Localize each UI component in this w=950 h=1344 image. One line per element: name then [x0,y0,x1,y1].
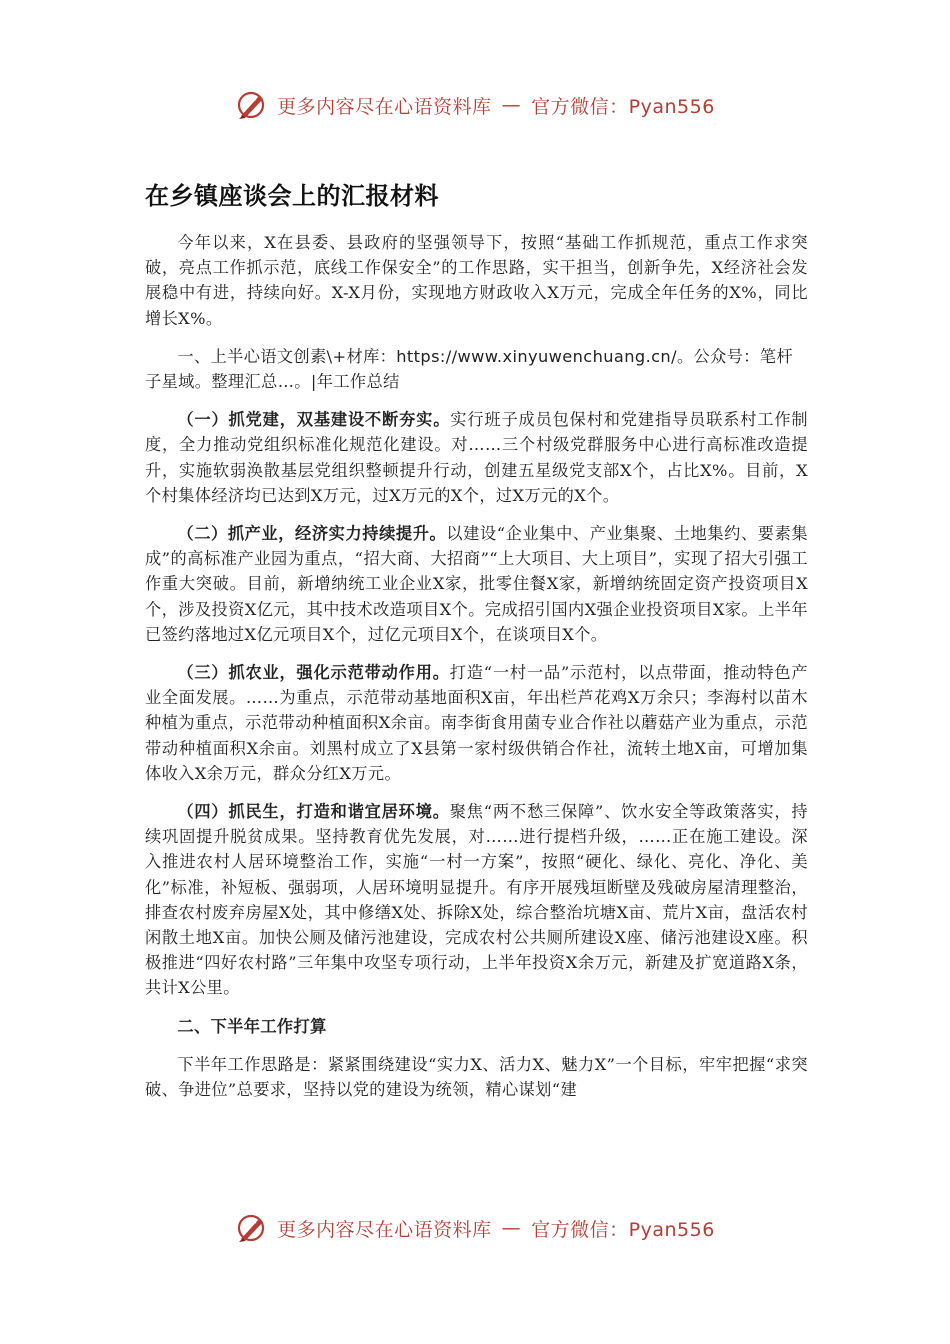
item-lead: （四）抓民生，打造和谐宜居环境。 [177,802,450,822]
item-body: 打造“一村一品”示范村，以点带面，推动特色产业全面发展。……为重点，示范带动基地面积X亩，年出栏芦花鸡X万余只；李海村以苗木种植为重点，示范带动种植面积X余亩。南李街食用菌专业合作社以蘑菇产业为重点，示范带动种植面积X余亩。刘黑村成立了X县第一家村级供销合作社，流转土地X亩，可增加集体收入X余万元，群众分红X万元。 [145,663,808,783]
item-livelihood [145,799,808,1001]
item-lead: （二）抓产业，经济实力持续提升。 [177,524,447,544]
item-body: 实行班子成员包保村和党建指导员联系村工作制度，全力推动党组织标准化规范化建设。对……三个村级党群服务中心进行高标准改造提升，实施软弱涣散基层党组织整顿提升行动，创建五星级党支部X个，占比X%。目前，X个村集体经济均已达到X万元，过X万元的X个，过X万元的X个。 [145,410,808,505]
section-2-heading: 二、下半年工作打算 [177,1016,327,1036]
section-1-prefix: 一、上半心语文创素\+材库： [177,346,397,366]
document-title: 在乡镇座谈会上的汇报材料 [145,182,439,210]
item-lead: （一）抓党建，双基建设不断夯实。 [177,410,451,430]
watermark-separator: — [501,1217,522,1239]
item-lead: （三）抓农业，强化示范带动作用。 [177,663,450,683]
watermark-text: 更多内容尽在心语资料库 [277,1218,492,1241]
watermark-separator: — [501,94,522,116]
section-1-suffix: 。公众号：笔杆子星域。整理汇总…。|年工作总结 [145,346,794,392]
pen-logo-icon [235,88,269,122]
pen-logo-icon [235,1211,269,1245]
item-body: 聚焦“两不愁三保障”、饮水安全等政策落实，持续巩固提升脱贫成果。坚持教育优先发展，对……进行提档升级，……正在施工建设。深入推进农村人居环境整治工作，实施“一村一方案”，按照“硬化、绿化、亮化、净化、美化”标准，补短板、强弱项，人居环境明显提升。有序开展残垣断壁及残破房屋清理整治，排查农村废弃房屋X处，其中修缮X处、拆除X处，综合整治坑塘X亩、荒片X亩，盘活农村闲散土地X亩。加快公厕及储污池建设，完成农村公共厕所建设X座、储污池建设X座。积极推进“四好农村路”三年集中攻坚专项行动，上半年投资X余万元，新建及扩宽道路X条，共计X公里。 [145,802,808,998]
header-watermark [0,88,950,122]
item-body: 以建设“企业集中、产业集聚、土地集约、要素集成”的高标准产业园为重点，“招大商、大招商”“上大项目、大上项目”，实现了招大引强工作重大突破。目前，新增纳统工业企业X家，批零住餐X家，新增纳统固定资产投资项目X个，涉及投资X亿元，其中技术改造项目X个。完成招引国内X强企业投资项目X家。上半年已签约落地过X亿元项目X个，过亿元项目X个，在谈项目X个。 [145,524,809,644]
footer-watermark [0,1211,950,1245]
intro-paragraph: 今年以来，X在县委、县政府的坚强领导下，按照“基础工作抓规范，重点工作求突破，亮点工作抓示范，底线工作保安全”的工作思路，实干担当，创新争先，X经济社会发展稳中有进，持续向好。X-X月份，实现地方财政收入X万元，完成全年任务的X%，同比增长X%。 [145,233,808,328]
watermark-contact: 官方微信：Pyan556 [531,1218,715,1241]
watermark-contact: 官方微信：Pyan556 [531,95,715,118]
watermark-text: 更多内容尽在心语资料库 [277,95,492,118]
section-1-heading [145,344,808,394]
item-industry [145,521,808,647]
item-party-building [145,407,808,508]
document-body [145,230,808,1115]
section-1-url: https://www.xinyuwenchuang.cn/ [396,346,677,366]
section-2-paragraph: 下半年工作思路是：紧紧围绕建设“实力X、活力X、魅力X”一个目标，牢牢把握“求突破、争进位”总要求，坚持以党的建设为统领，精心谋划“建 [145,1054,808,1100]
item-agriculture [145,660,808,786]
